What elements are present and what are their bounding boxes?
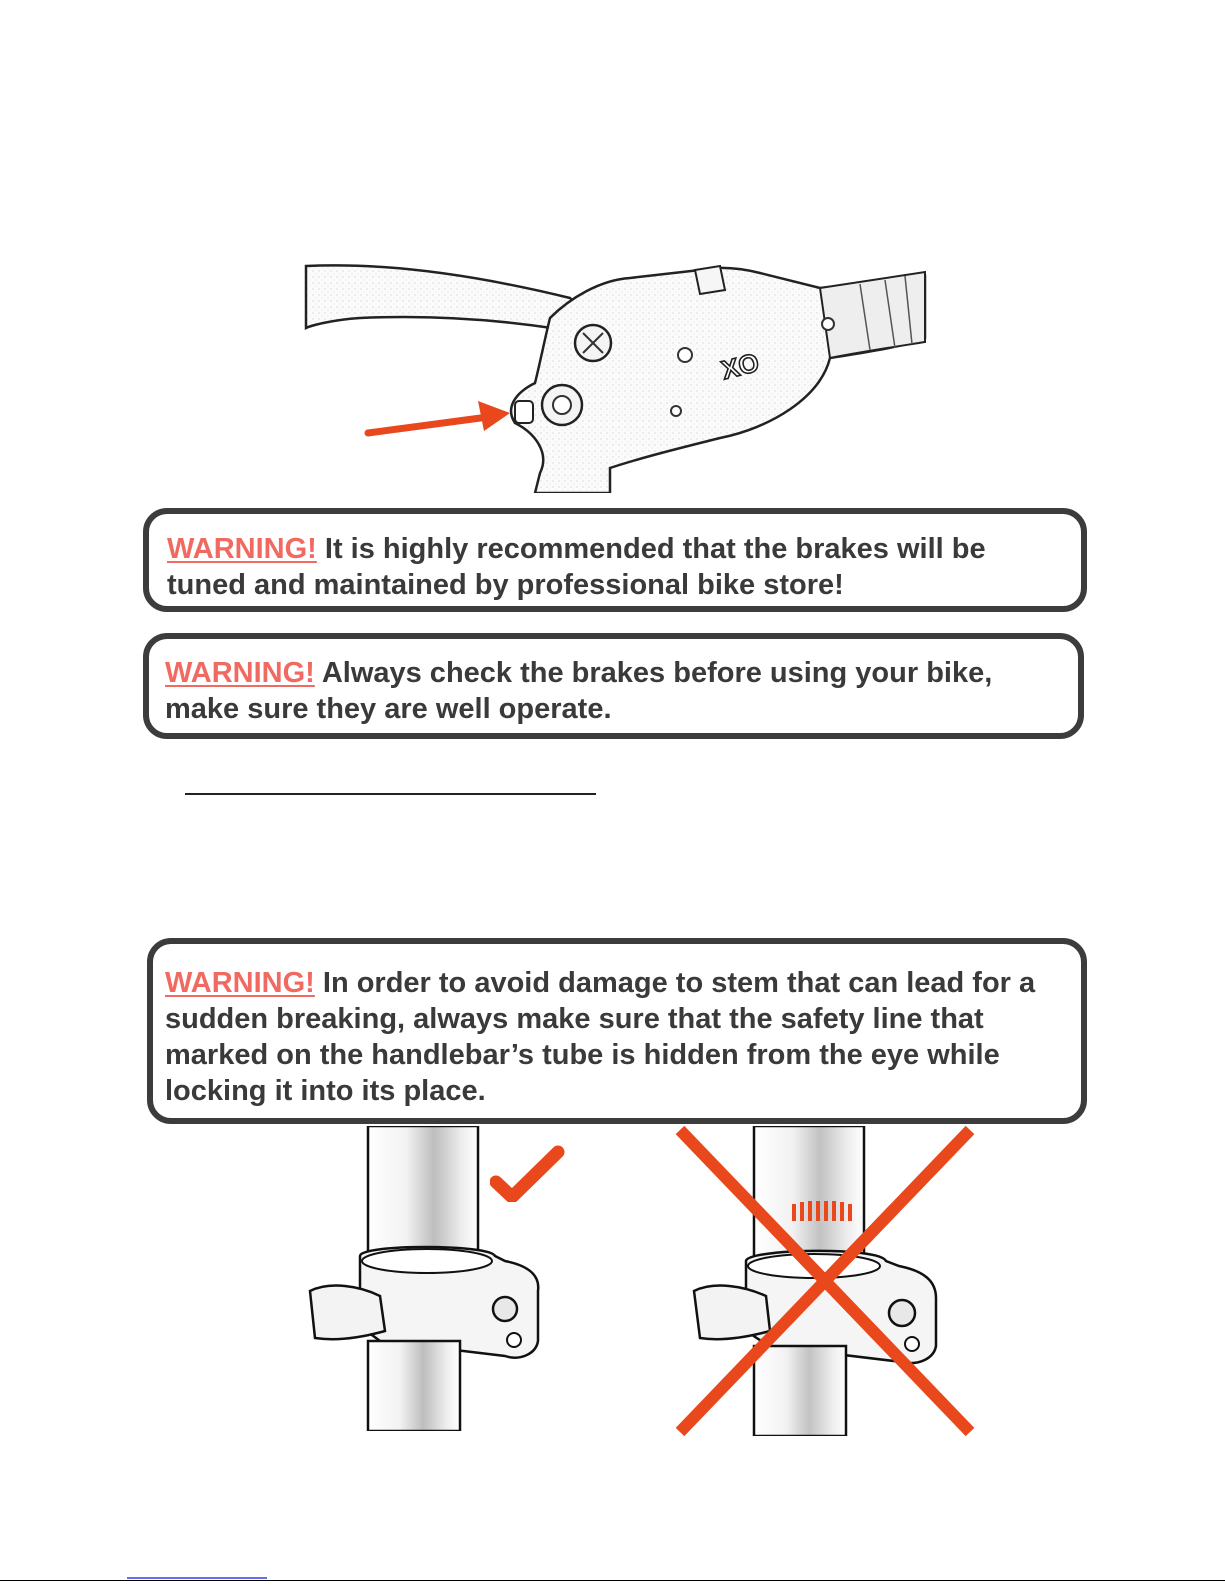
warning-body: In order to avoid damage to stem that can lead for a sudden breaking, always make sure that the safety line that marked on the handlebar’s tube is hidden from the eye while locking it into its place. — [165, 967, 1036, 1107]
warning-box-stem-safety-line — [147, 938, 1087, 1124]
warning-label: WARNING! — [165, 657, 315, 689]
cross-mark-icon — [674, 1126, 976, 1436]
stem-incorrect-figure — [674, 1126, 976, 1436]
stem-correct-figure — [300, 1126, 570, 1431]
page-bottom-rule — [0, 1580, 1225, 1581]
warning-message — [165, 655, 1045, 727]
arrow-pointing-at-adjust-screw — [360, 393, 520, 443]
warning-label: WARNING! — [167, 533, 317, 565]
warning-body: It is highly recommended that the brakes will be tuned and maintained by professional bike store! — [167, 533, 986, 601]
warning-body: Always check the brakes before using your bike, make sure they are well operate. — [165, 657, 993, 725]
section-divider — [185, 793, 596, 795]
warning-message — [165, 965, 1070, 1109]
check-mark-icon — [490, 1142, 565, 1202]
warning-label: WARNING! — [165, 967, 315, 999]
footer-link-underline — [127, 1577, 267, 1579]
warning-box-brakes-maintenance — [143, 508, 1087, 612]
brand-logo: XO — [718, 346, 763, 386]
warning-message — [167, 531, 1047, 603]
brake-lever-figure — [300, 258, 930, 493]
brake-lever-illustration — [300, 258, 930, 493]
warning-box-check-brakes — [143, 633, 1084, 739]
